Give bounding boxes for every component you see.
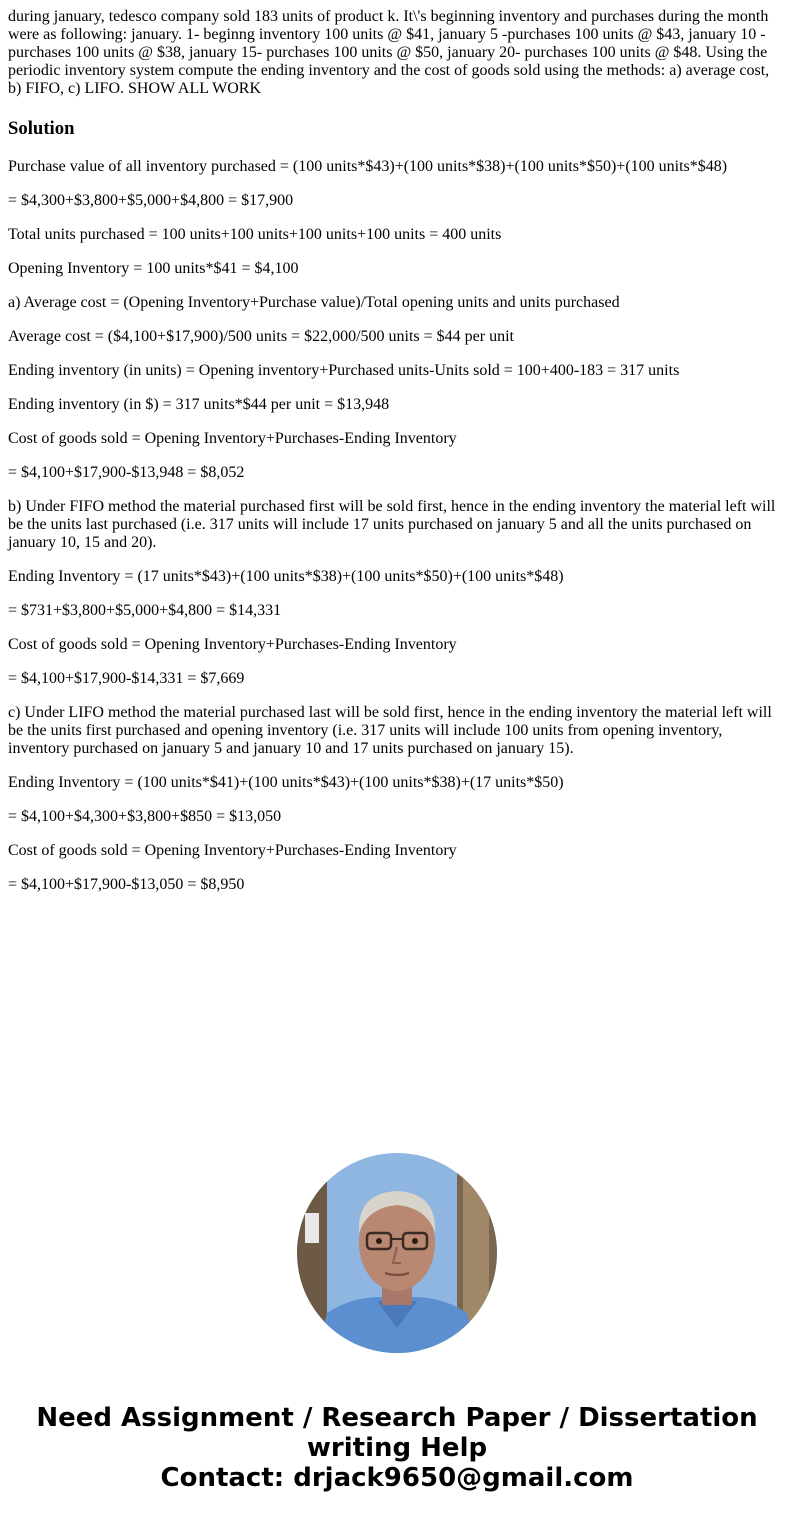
question-text: during january, tedesco company sold 183 units of product k. It\'s beginning inventory and purchases during the month were as following: january. 1- beginng inventory 100 units @ $41, january 5 -purchases 100 units @ $43, january 10 -purchases 100 units @ $38, january 15- purchases 100 units @ $50, january 20- purchases 100 units @ $48. Using the periodic inventory system compute the ending inventory and the cost of goods sold using the methods: a) average cost, b) FIFO, c) LIFO. SHOW ALL WORK <box>8 8 770 97</box>
solution-step: a) Average cost = (Opening Inventory+Purchase value)/Total opening units and units purchased <box>8 294 620 311</box>
promo-banner <box>0 1403 794 1493</box>
solution-step: = $4,100+$17,900-$13,050 = $8,950 <box>8 876 245 893</box>
solution-step: Ending Inventory = (100 units*$41)+(100 units*$43)+(100 units*$38)+(17 units*$50) <box>8 774 564 791</box>
solution-step: Cost of goods sold = Opening Inventory+Purchases-Ending Inventory <box>8 636 457 653</box>
solution-step: Cost of goods sold = Opening Inventory+Purchases-Ending Inventory <box>8 842 457 859</box>
solution-step: = $4,300+$3,800+$5,000+$4,800 = $17,900 <box>8 192 294 209</box>
solution-step: Purchase value of all inventory purchased = (100 units*$43)+(100 units*$38)+(100 units*$50)+(100 units*$48) <box>8 158 728 175</box>
solution-step: Ending Inventory = (17 units*$43)+(100 units*$38)+(100 units*$50)+(100 units*$48) <box>8 568 564 585</box>
promo-line: writing Help <box>306 1433 488 1463</box>
solution-step: Opening Inventory = 100 units*$41 = $4,100 <box>8 260 299 277</box>
solution-step: = $731+$3,800+$5,000+$4,800 = $14,331 <box>8 602 282 619</box>
solution-step: = $4,100+$17,900-$13,948 = $8,052 <box>8 464 245 481</box>
solution-steps <box>8 158 786 894</box>
solution-step: Average cost = ($4,100+$17,900)/500 units = $22,000/500 units = $44 per unit <box>8 328 514 345</box>
solution-heading: Solution <box>8 118 75 139</box>
promo-line: Need Assignment / Research Paper / Dissertation <box>36 1403 758 1433</box>
solution-step: Ending inventory (in $) = 317 units*$44 per unit = $13,948 <box>8 396 390 413</box>
solution-step: Total units purchased = 100 units+100 units+100 units+100 units = 400 units <box>8 226 502 243</box>
solution-step: = $4,100+$4,300+$3,800+$850 = $13,050 <box>8 808 282 825</box>
contact-line: Contact: drjack9650@gmail.com <box>160 1463 634 1493</box>
tutor-portrait-icon <box>297 1153 497 1353</box>
solution-step: b) Under FIFO method the material purchased first will be sold first, hence in the ending inventory the material left will be the units last purchased (i.e. 317 units will include 17 units purchased on january 5 and all the units purchased on january 10, 15 and 20). <box>8 498 776 551</box>
solution-step: = $4,100+$17,900-$14,331 = $7,669 <box>8 670 245 687</box>
tutor-avatar <box>297 1153 497 1353</box>
solution-step: c) Under LIFO method the material purchased last will be sold first, hence in the ending inventory the material left will be the units first purchased and opening inventory (i.e. 317 units will include 100 units from opening inventory, inventory purchased on january 5 and january 10 and 17 units purchased on january 15). <box>8 704 772 757</box>
document-body <box>8 8 786 910</box>
solution-step: Ending inventory (in units) = Opening inventory+Purchased units-Units sold = 100+400-183 = 317 units <box>8 362 680 379</box>
solution-step: Cost of goods sold = Opening Inventory+Purchases-Ending Inventory <box>8 430 457 447</box>
